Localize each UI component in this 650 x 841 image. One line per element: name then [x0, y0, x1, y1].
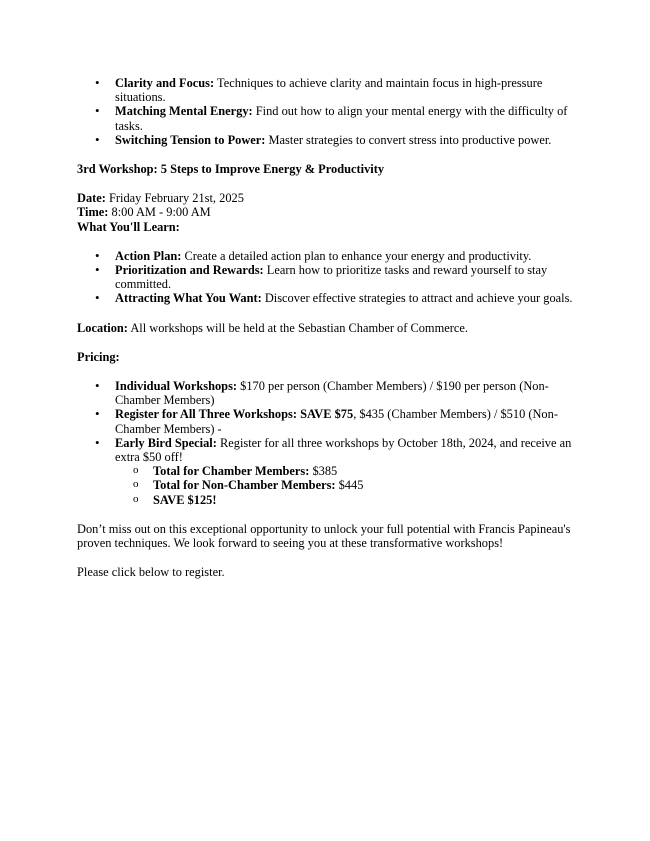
list-item: [77, 407, 577, 435]
list-item: [77, 76, 577, 104]
learn-heading: What You'll Learn:: [77, 219, 180, 234]
item-text: , $435 (Chamber Members) / $510 (Non-Chamber Members) -: [115, 407, 558, 436]
time-label: Time:: [77, 205, 109, 220]
item-title: Individual Workshops:: [115, 379, 238, 394]
workshop3-date: [77, 191, 577, 205]
item-title: Prioritization and Rewards:: [115, 263, 264, 278]
item-title: Early Bird Special:: [115, 435, 217, 450]
list-item: [77, 249, 577, 263]
list-item: [77, 379, 577, 407]
early-bird-sublist: [115, 464, 577, 507]
sub-item-text: $385: [309, 464, 338, 479]
time-value: 8:00 AM - 9:00 AM: [108, 205, 211, 220]
item-title: Matching Mental Energy:: [115, 104, 253, 119]
item-text: Find out how to align your mental energy with the difficulty of tasks.: [115, 104, 568, 133]
sub-list-item: [115, 464, 577, 478]
list-item: [77, 263, 577, 291]
sub-item-title: SAVE $125!: [153, 492, 217, 507]
sub-item-text: $445: [335, 478, 364, 493]
item-title: Attracting What You Want:: [115, 291, 262, 306]
list-item: [77, 291, 577, 305]
sub-item-title: Total for Chamber Members:: [153, 464, 310, 479]
date-value: Friday February 21st, 2025: [105, 191, 244, 206]
location-line: [77, 321, 577, 335]
location-text: All workshops will be held at the Sebastian Chamber of Commerce.: [127, 320, 468, 335]
list-item: [77, 133, 577, 147]
item-text: Register for all three workshops by October 18th, 2024, and receive an extra $50 off!: [115, 435, 572, 465]
list-item: [77, 104, 577, 132]
list-item: [77, 436, 577, 507]
closing-paragraph: Don’t miss out on this exceptional opportunity to unlock your full potential with Francis Papineau's proven techniques. We look forward to seeing you at these transformative workshops!: [77, 521, 571, 551]
sub-list-item: [115, 478, 577, 492]
sub-item-title: Total for Non-Chamber Members:: [153, 478, 336, 493]
pricing-list: [77, 379, 577, 507]
item-text: Discover effective strategies to attract and achieve your goals.: [261, 291, 573, 306]
item-text: $170 per person (Chamber Members) / $190 per person (Non-Chamber Members): [115, 379, 549, 408]
workshop3-list: [77, 249, 577, 306]
item-text: Master strategies to convert stress into productive power.: [265, 132, 552, 147]
document-page: [77, 76, 577, 579]
item-text: Learn how to prioritize tasks and reward yourself to stay committed.: [115, 263, 548, 292]
sub-list-item: [115, 493, 577, 507]
pricing-heading: Pricing:: [77, 349, 120, 364]
item-title: Switching Tension to Power:: [115, 132, 266, 147]
item-text: Create a detailed action plan to enhance your energy and productivity.: [181, 248, 532, 263]
intro-list: [77, 76, 577, 147]
workshop3-time: [77, 205, 577, 219]
register-prompt: Please click below to register.: [77, 565, 225, 580]
location-label: Location:: [77, 320, 128, 335]
item-title: Register for All Three Workshops: SAVE $75: [115, 407, 354, 422]
item-text: Techniques to achieve clarity and maintain focus in high-pressure situations.: [115, 76, 543, 105]
workshop3-heading: 3rd Workshop: 5 Steps to Improve Energy & Productivity: [77, 162, 385, 177]
item-title: Action Plan:: [115, 248, 182, 263]
date-label: Date:: [77, 191, 106, 206]
item-title: Clarity and Focus:: [115, 76, 215, 90]
